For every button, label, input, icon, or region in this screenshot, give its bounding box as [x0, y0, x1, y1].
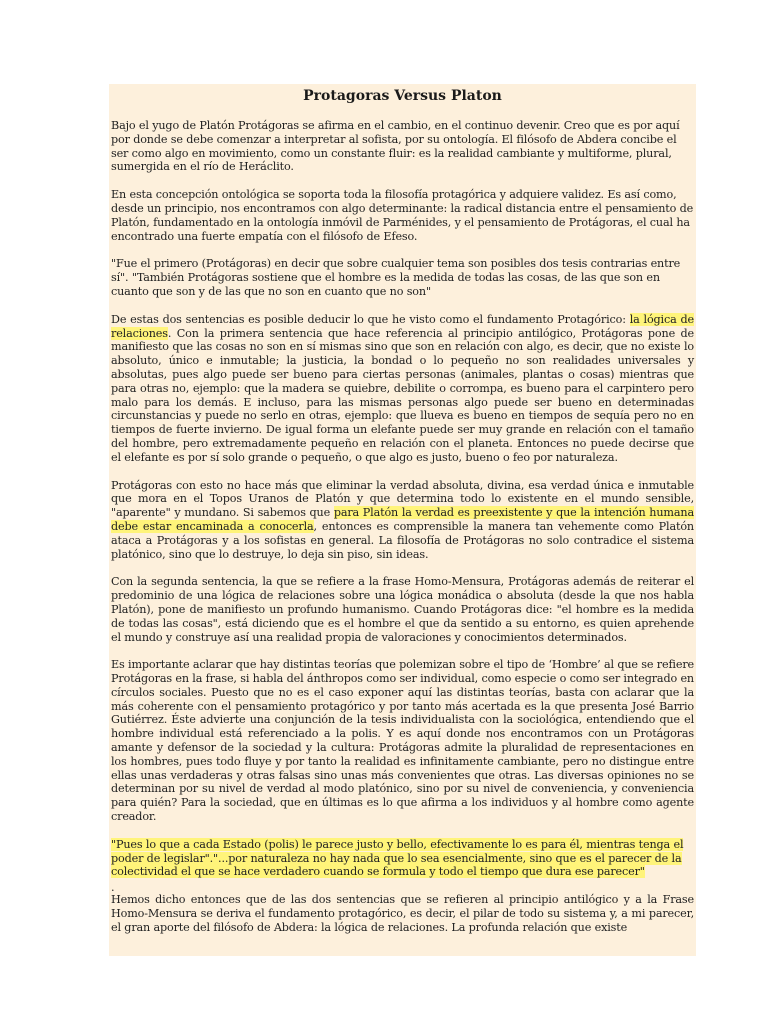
paragraph-6: Con la segunda sentencia, la que se refiere a la frase Homo-Mensura, Protágoras además de reiterar el predominio de una lógica de relaciones sobre una lógica monádica o absoluta (desde la que nos habla Platón), pone de manifiesto un profundo humanismo. Cuando Protágoras dice: "el hombre es la medida de todas las cosas", está diciendo que es el hombre el que da sentido a su entorno, es quien aprehende el mundo y construye así una realidad propia de valoraciones y conocimientos determinados.: [111, 575, 694, 644]
highlight-verdad-preexistente: para Platón la verdad es preexistente y que la intención humana debe estar encaminada a conocerla: [111, 506, 694, 533]
paragraph-2: En esta concepción ontológica se soporta toda la filosofía protagórica y adquiere validez. Es así como, desde un principio, nos encontramos con algo determinante: la radical distancia entre el pensamiento de Platón, fundamentado en la ontología inmóvil de Parménides, y el pensamiento de Protágoras, el cual ha encontrado una fuerte empatía con el filósofo de Efeso.: [111, 188, 694, 243]
highlight-logica-de-relaciones: la lógica de relaciones: [111, 312, 694, 340]
paragraph-8-dot: .: [111, 881, 115, 895]
paragraph-5-text-b: , entonces es comprensible la manera tan vehemente como Platón ataca a Protágoras y a los sofistas en general. La filosofía de Protágoras no solo contradice el sistema platónico, sino que lo destruye, lo deja sin piso, sin ideas.: [111, 519, 694, 561]
paragraph-4: [111, 313, 694, 465]
document-title: Protagoras Versus Platon: [303, 88, 502, 104]
paragraph-8-quote: [111, 838, 694, 879]
paragraph-4-text-a: De estas dos sentencias es posible deducir lo que he visto como el fundamento Protagórico:: [111, 312, 630, 326]
paragraph-1: Bajo el yugo de Platón Protágoras se afirma en el cambio, en el continuo devenir. Creo que es por aquí por donde se debe comenzar a interpretar al sofista, por su ontología. El filósofo de Abdera concibe el ser como algo en movimiento, como un constante fluir: es la realidad cambiante y multiforme, plural, sumergida en el río de Heráclito.: [111, 119, 680, 174]
document-page: [109, 84, 696, 956]
paragraph-9: Hemos dicho entonces que de las dos sentencias que se refieren al principio antilógico y a la Frase Homo-Mensura se deriva el fundamento protagórico, es decir, el pilar de todo su sistema y, a mi parecer, el gran aporte del filósofo de Abdera: la lógica de relaciones. La profunda relación que existe: [111, 893, 694, 934]
paragraph-5: [111, 479, 694, 562]
highlight-quote-estado: "Pues lo que a cada Estado (polis) le parece justo y bello, efectivamente lo es para él, mientras tenga el poder de legislar"."...por naturaleza no hay nada que lo sea esencialmente, sino que es el parecer de la colectividad el que se hace verdadero cuando se formula y todo el tiempo que dura ese parecer": [111, 837, 684, 879]
paragraph-7: Es importante aclarar que hay distintas teorías que polemizan sobre el tipo de ‘Hombre’ al que se refiere Protágoras en la frase, si habla del ánthropos como ser individual, como especie o como ser integrado en círculos sociales. Puesto que no es el caso exponer aquí las distintas teorías, basta con aclarar que la más coherente con el pensamiento protagórico y por tanto más acertada es la que presenta José Barrio Gutiérrez. Éste advierte una conjunción de la tesis individualista con la sociológica, entendiendo que el hombre individual está referenciado a la polis. Y es aquí donde nos encontramos con un Protágoras amante y defensor de la sociedad y la cultura: Protágoras admite la pluralidad de representaciones en los hombres, pues todo fluye y por tanto la realidad es infinitamente cambiante, pero no distingue entre ellas unas verdaderas y otras falsas sino unas más convenientes que otras. Las diversas opiniones no se determinan por su nivel de verdad al modo platónico, sino por su nivel de conveniencia, y conveniencia para quién? Para la sociedad, que en últimas es lo que afirma a los individuos y al hombre como agente creador.: [111, 658, 694, 824]
paragraph-5-text-a: Protágoras con esto no hace más que eliminar la verdad absoluta, divina, esa verdad única e inmutable que mora en el Topos Uranos de Platón y que determina todo lo existente en el mundo sensible, "aparente" y mundano. Si sabemos que: [111, 478, 694, 520]
paragraph-4-text-b: . Con la primera sentencia que hace referencia al principio antilógico, Protágoras pone de manifiesto que las cosas no son en sí mismas sino que son en relación con algo, es decir, que no existe lo absoluto, único e inmutable; la justicia, la bondad o lo pequeño no son realidades universales y absolutas, pues algo puede ser bueno para ciertas personas (animales, plantas o cosas) mientras que para otras no, ejemplo: que la madera se quiebre, debilite o corrompa, es bueno para el carpintero pero malo para los demás. E incluso, para las mismas personas algo puede ser bueno en determinadas circunstancias y puede no serlo en otras, ejemplo: que llueva es bueno en tiempos de sequía pero no en tiempos de fuerte invierno. De igual forma un elefante puede ser muy grande en relación con el tamaño del hombre, pero extremadamente pequeño en relación con el planeta. Entonces no puede decirse que el elefante es por sí solo grande o pequeño, o que algo es justo, bueno o feo por naturaleza.: [111, 326, 694, 464]
paragraph-3-quote: "Fue el primero (Protágoras) en decir que sobre cualquier tema son posibles dos tesis contrarias entre sí". "También Protágoras sostiene que el hombre es la medida de todas las cosas, de las que son en cuanto que son y de las que no son en cuanto que no son": [111, 257, 681, 298]
